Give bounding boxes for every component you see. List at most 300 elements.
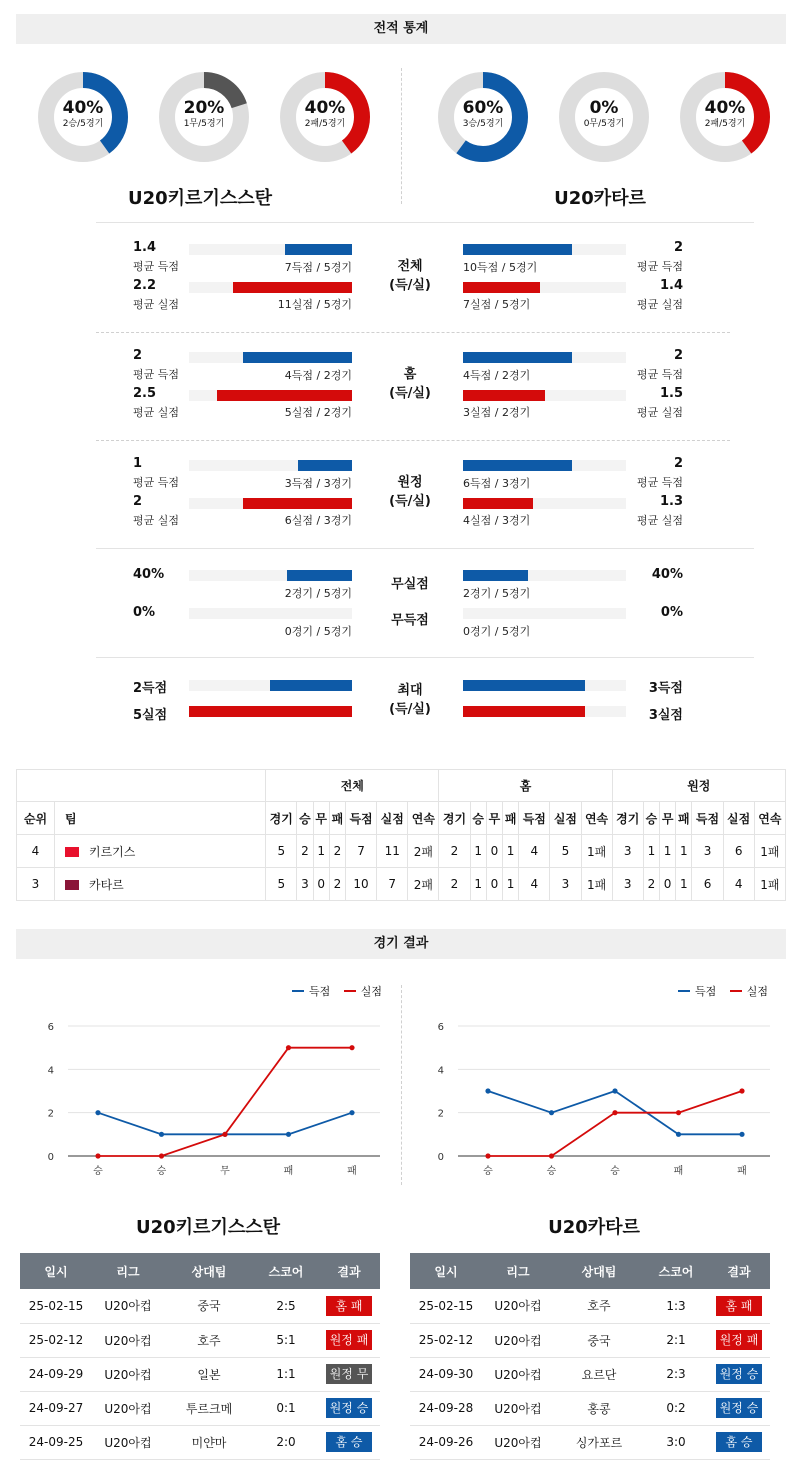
rank-cell: 3 [17, 868, 55, 901]
category-label: 원정 [397, 475, 423, 490]
result-opp: 미얀마 [164, 1425, 254, 1459]
stat-cell: 2패 [408, 868, 439, 901]
left-conceded-bar [217, 390, 352, 401]
result-row[interactable] [410, 1289, 770, 1323]
col-header: 패 [329, 802, 345, 835]
result-league: U20아컵 [92, 1391, 164, 1425]
category-sub-label: (득/실) [389, 386, 431, 401]
result-badge-cell [708, 1391, 770, 1425]
stat-cell: 1 [676, 868, 692, 901]
result-badge-cell [708, 1289, 770, 1323]
result-date: 24-09-27 [20, 1391, 92, 1425]
left-max-goals: 2득점 [133, 681, 168, 696]
conceded-series-line [98, 1048, 352, 1156]
donut-label [38, 98, 128, 130]
x-tick-label: 무 [220, 1166, 230, 1177]
right-no-score-pct: 0% [660, 605, 683, 620]
right-results-team-name: U20카타르 [548, 1217, 640, 1238]
goals-point [349, 1110, 354, 1115]
left-conceded-bar [243, 498, 352, 509]
result-row[interactable] [20, 1323, 380, 1357]
left-avg-goals: 1.4 [133, 240, 157, 255]
left-goals-count: 7득점 / 5경기 [284, 261, 352, 274]
category-sub-label: (득/실) [389, 494, 431, 509]
stat-cell: 3 [612, 868, 643, 901]
stat-cell: 4 [519, 868, 550, 901]
result-date: 24-09-29 [20, 1357, 92, 1391]
col-header: 실점 [550, 802, 581, 835]
left-max-conceded: 5실점 [133, 708, 168, 723]
stat-cell: 1 [313, 835, 329, 868]
col-rank: 순위 [17, 802, 55, 835]
stat-cell: 1 [503, 835, 519, 868]
conceded-point [549, 1153, 554, 1158]
team-cell[interactable] [55, 835, 266, 868]
team-flag-icon [65, 880, 79, 890]
stat-cell: 1 [676, 835, 692, 868]
y-tick-label: 6 [47, 1022, 54, 1033]
donut-subtext: 2승/5경기 [62, 119, 104, 129]
result-badge-cell [318, 1391, 380, 1425]
right-avg-goals-label: 평균 득점 [636, 476, 683, 489]
legend-goals-swatch [292, 990, 304, 992]
stat-cell: 2패 [408, 835, 439, 868]
right-goals-bar [463, 460, 572, 471]
left-avg-goals-label: 평균 득점 [133, 476, 180, 489]
right-max-conceded-bar [463, 706, 585, 717]
block-divider [96, 332, 730, 333]
left-clean-sheet-pct: 40% [133, 567, 165, 582]
right-avg-conceded-label: 평균 실점 [636, 406, 683, 419]
section-divider [96, 548, 754, 549]
group-away: 원정 [612, 770, 785, 802]
rank-cell: 4 [17, 835, 55, 868]
conceded-point [739, 1088, 744, 1093]
stat-cell: 3 [550, 868, 581, 901]
legend-goals: 득점 [309, 985, 331, 998]
stat-cell: 2 [439, 868, 470, 901]
team-cell[interactable] [55, 868, 266, 901]
result-opp: 중국 [164, 1289, 254, 1323]
team-name: 카타르 [89, 877, 124, 892]
results-header-row [20, 1253, 380, 1289]
right-chart-legend [668, 983, 768, 999]
x-tick-label: 승 [156, 1166, 167, 1177]
right-results-table [410, 1253, 770, 1460]
right-conceded-bar [463, 498, 533, 509]
right-conceded-bar [463, 390, 545, 401]
stat-cell: 6 [723, 835, 754, 868]
stat-cell: 0 [486, 868, 502, 901]
left-avg-goals: 2 [133, 348, 143, 363]
left-team-form-chart [20, 1010, 390, 1190]
result-league: U20아컵 [482, 1323, 554, 1357]
stat-cell: 2 [329, 868, 345, 901]
x-tick-label: 패 [737, 1166, 747, 1177]
result-opp: 호주 [164, 1323, 254, 1357]
result-date: 24-09-25 [20, 1425, 92, 1459]
result-date: 24-09-30 [410, 1357, 482, 1391]
x-tick-label: 패 [347, 1166, 357, 1177]
left-avg-goals-label: 평균 득점 [133, 260, 180, 273]
stat-cell: 3 [297, 868, 313, 901]
results-col-header: 일시 [410, 1253, 482, 1289]
right-avg-goals-label: 평균 득점 [636, 260, 683, 273]
result-badge: 홈 패 [716, 1296, 762, 1316]
right-goals-count: 6득점 / 3경기 [463, 477, 531, 490]
stat-cell: 2 [439, 835, 470, 868]
group-all: 전체 [266, 770, 439, 802]
stat-cell: 0 [660, 868, 676, 901]
standings-col-headers [17, 802, 786, 835]
standings-table [16, 769, 786, 901]
col-header: 무 [660, 802, 676, 835]
y-tick-label: 6 [437, 1022, 444, 1033]
left-max-goals-bar [270, 680, 352, 691]
left-avg-conceded: 2 [133, 494, 143, 509]
result-row[interactable] [20, 1391, 380, 1425]
record-donut [438, 72, 528, 162]
donut-subtext: 1무/5경기 [183, 119, 225, 129]
y-tick-label: 2 [437, 1108, 444, 1120]
bar-track [189, 608, 352, 619]
goals-point [485, 1088, 490, 1093]
goals-series-line [98, 1113, 352, 1135]
stat-cell: 2 [643, 868, 659, 901]
stat-cell: 3 [692, 835, 723, 868]
left-chart-legend [282, 983, 382, 999]
category-label: 홈 [403, 367, 417, 382]
y-tick-label: 2 [47, 1108, 54, 1120]
conceded-point [95, 1153, 100, 1158]
result-badge: 원정 승 [716, 1398, 762, 1418]
result-date: 24-09-28 [410, 1391, 482, 1425]
right-no-score-count: 0경기 / 5경기 [463, 625, 531, 638]
team-name: 키르기스 [89, 844, 136, 859]
result-date: 25-02-15 [20, 1289, 92, 1323]
donut-percent: 20% [183, 98, 225, 118]
y-tick-label: 0 [47, 1152, 54, 1163]
col-header: 득점 [692, 802, 723, 835]
results-col-header: 결과 [708, 1253, 770, 1289]
left-avg-conceded-label: 평균 실점 [133, 514, 180, 527]
team-flag-icon [65, 847, 79, 857]
block-divider [96, 440, 730, 441]
result-score: 2:5 [254, 1289, 318, 1323]
result-row[interactable] [410, 1391, 770, 1425]
results-col-header: 스코어 [254, 1253, 318, 1289]
result-row[interactable] [20, 1289, 380, 1323]
legend-goals-swatch [678, 990, 690, 992]
right-avg-conceded-label: 평균 실점 [636, 514, 683, 527]
right-avg-goals: 2 [673, 348, 683, 363]
left-goals-count: 3득점 / 3경기 [284, 477, 352, 490]
category-label: 무득점 [391, 613, 429, 628]
donut-percent: 40% [704, 98, 746, 118]
left-avg-conceded: 2.5 [133, 386, 157, 401]
result-date: 25-02-12 [20, 1323, 92, 1357]
result-league: U20아컵 [482, 1357, 554, 1391]
conceded-point [485, 1153, 490, 1158]
donut-subtext: 2패/5경기 [304, 119, 346, 129]
results-col-header: 리그 [482, 1253, 554, 1289]
stat-cell: 7 [346, 835, 377, 868]
donut-label [159, 98, 249, 130]
col-header: 패 [503, 802, 519, 835]
left-conceded-count: 6실점 / 3경기 [284, 514, 352, 527]
bar-track [463, 608, 626, 619]
results-section-header: 경기 결과 [16, 929, 786, 959]
col-header: 실점 [377, 802, 408, 835]
col-header: 무 [486, 802, 502, 835]
col-header: 득점 [519, 802, 550, 835]
donut-subtext: 0무/5경기 [583, 119, 625, 129]
left-conceded-bar [233, 282, 352, 293]
x-tick-label: 패 [673, 1166, 684, 1177]
col-header: 승 [643, 802, 659, 835]
left-results-table [20, 1253, 380, 1460]
result-badge: 원정 패 [326, 1330, 372, 1350]
category-label: 무실점 [391, 577, 429, 592]
stat-cell: 0 [486, 835, 502, 868]
stat-cell: 5 [266, 868, 297, 901]
x-tick-label: 승 [483, 1166, 493, 1177]
left-avg-goals-label: 평균 득점 [133, 368, 180, 381]
goals-point [286, 1132, 291, 1137]
result-row[interactable] [410, 1357, 770, 1391]
right-avg-conceded: 1.4 [659, 278, 683, 293]
stat-cell: 0 [313, 868, 329, 901]
stat-cell: 5 [550, 835, 581, 868]
record-donut [159, 72, 249, 162]
right-clean-sheet-pct: 40% [651, 567, 683, 582]
category-sub-label: (득/실) [389, 278, 431, 293]
right-conceded-count: 4실점 / 3경기 [463, 514, 531, 527]
stat-cell: 1패 [754, 868, 785, 901]
result-opp: 호주 [554, 1289, 644, 1323]
result-opp: 일본 [164, 1357, 254, 1391]
stat-cell: 3 [612, 835, 643, 868]
left-results-team-name: U20키르기스스탄 [136, 1217, 280, 1238]
col-header: 승 [297, 802, 313, 835]
section-divider [96, 222, 754, 223]
result-opp: 홍콩 [554, 1391, 644, 1425]
donut-subtext: 3승/5경기 [462, 119, 504, 129]
result-league: U20아컵 [92, 1357, 164, 1391]
stats-section-header: 전적 통계 [16, 14, 786, 44]
conceded-series-line [488, 1091, 742, 1156]
right-goals-count: 10득점 / 5경기 [463, 261, 538, 274]
col-header: 실점 [723, 802, 754, 835]
stat-cell: 1패 [581, 868, 612, 901]
group-home: 홈 [439, 770, 612, 802]
standings-row [17, 835, 786, 868]
record-donut [280, 72, 370, 162]
col-header: 승 [470, 802, 486, 835]
result-row[interactable] [410, 1323, 770, 1357]
col-header: 무 [313, 802, 329, 835]
donut-label [438, 98, 528, 130]
right-goals-bar [463, 352, 572, 363]
stat-cell: 4 [519, 835, 550, 868]
right-conceded-bar [463, 282, 540, 293]
left-clean-sheet-bar [287, 570, 352, 581]
left-avg-goals: 1 [133, 456, 143, 471]
right-clean-sheet-bar [463, 570, 528, 581]
result-league: U20아컵 [92, 1323, 164, 1357]
result-opp: 중국 [554, 1323, 644, 1357]
donut-percent: 60% [462, 98, 504, 118]
chart-divider [401, 985, 402, 1185]
result-row[interactable] [20, 1425, 380, 1459]
left-goals-count: 4득점 / 2경기 [284, 369, 352, 382]
results-col-header: 일시 [20, 1253, 92, 1289]
result-badge: 원정 무 [326, 1364, 372, 1384]
col-header: 득점 [346, 802, 377, 835]
goals-point [612, 1088, 617, 1093]
goals-point [549, 1110, 554, 1115]
result-badge-cell [318, 1357, 380, 1391]
stat-cell: 10 [346, 868, 377, 901]
right-conceded-count: 3실점 / 2경기 [463, 406, 531, 419]
col-header: 패 [676, 802, 692, 835]
team-divider [401, 68, 402, 204]
goals-point [676, 1132, 681, 1137]
results-col-header: 상대팀 [554, 1253, 644, 1289]
result-date: 25-02-15 [410, 1289, 482, 1323]
stat-cell: 2 [297, 835, 313, 868]
x-tick-label: 승 [546, 1166, 557, 1177]
stat-cell: 11 [377, 835, 408, 868]
donut-label [559, 98, 649, 130]
result-score: 0:1 [254, 1391, 318, 1425]
category-label: 전체 [397, 259, 423, 274]
results-col-header: 결과 [318, 1253, 380, 1289]
stat-cell: 5 [266, 835, 297, 868]
standings-corner [17, 770, 266, 802]
conceded-point [676, 1110, 681, 1115]
stat-cell: 1 [660, 835, 676, 868]
stat-cell: 1패 [754, 835, 785, 868]
right-avg-goals: 2 [673, 240, 683, 255]
result-league: U20아컵 [92, 1425, 164, 1459]
right-team-name: U20카타르 [554, 188, 646, 209]
results-header-row [410, 1253, 770, 1289]
left-goals-bar [285, 244, 352, 255]
legend-conceded-swatch [730, 990, 742, 992]
result-badge-cell [708, 1425, 770, 1459]
result-opp: 투르크메 [164, 1391, 254, 1425]
right-goals-bar [463, 244, 572, 255]
stat-cell: 2 [329, 835, 345, 868]
stat-cell: 4 [723, 868, 754, 901]
standings-row [17, 868, 786, 901]
left-avg-conceded: 2.2 [133, 278, 157, 293]
left-conceded-count: 5실점 / 2경기 [284, 406, 352, 419]
donut-label [680, 98, 770, 130]
right-avg-conceded: 1.5 [659, 386, 683, 401]
left-goals-bar [298, 460, 352, 471]
legend-conceded-swatch [344, 990, 356, 992]
result-badge: 원정 승 [716, 1364, 762, 1384]
category-label: 최대 [397, 683, 423, 698]
legend-goals: 득점 [695, 985, 717, 998]
result-badge: 원정 패 [716, 1330, 762, 1350]
y-tick-label: 0 [437, 1152, 444, 1163]
col-header: 경기 [612, 802, 643, 835]
right-max-conceded: 3실점 [648, 708, 683, 723]
right-avg-goals-label: 평균 득점 [636, 368, 683, 381]
result-row[interactable] [410, 1425, 770, 1459]
result-badge: 원정 승 [326, 1398, 372, 1418]
col-header: 연속 [581, 802, 612, 835]
stat-cell: 1 [643, 835, 659, 868]
y-tick-label: 4 [47, 1065, 54, 1077]
conceded-point [159, 1153, 164, 1158]
x-tick-label: 승 [93, 1166, 103, 1177]
left-max-conceded-bar [189, 706, 352, 717]
result-score: 3:0 [644, 1425, 708, 1459]
result-date: 24-09-26 [410, 1425, 482, 1459]
col-header: 경기 [439, 802, 470, 835]
col-team: 팀 [55, 802, 266, 835]
left-goals-bar [243, 352, 352, 363]
result-league: U20아컵 [482, 1289, 554, 1323]
conceded-point [349, 1045, 354, 1050]
conceded-point [286, 1045, 291, 1050]
right-max-goals: 3득점 [648, 681, 683, 696]
goals-point [739, 1132, 744, 1137]
result-score: 2:1 [644, 1323, 708, 1357]
right-avg-conceded-label: 평균 실점 [636, 298, 683, 311]
left-no-score-count: 0경기 / 5경기 [284, 625, 352, 638]
conceded-point [222, 1132, 227, 1137]
result-badge-cell [318, 1425, 380, 1459]
result-badge-cell [318, 1289, 380, 1323]
result-opp: 싱가포르 [554, 1425, 644, 1459]
donut-percent: 40% [304, 98, 346, 118]
result-row[interactable] [20, 1357, 380, 1391]
left-avg-conceded-label: 평균 실점 [133, 298, 180, 311]
conceded-point [612, 1110, 617, 1115]
result-score: 2:0 [254, 1425, 318, 1459]
right-clean-sheet-count: 2경기 / 5경기 [463, 587, 531, 600]
record-donut [680, 72, 770, 162]
left-no-score-pct: 0% [133, 605, 156, 620]
left-clean-sheet-count: 2경기 / 5경기 [284, 587, 352, 600]
section-divider [96, 657, 754, 658]
donut-label [280, 98, 370, 130]
result-badge: 홈 승 [326, 1432, 372, 1452]
goals-point [95, 1110, 100, 1115]
x-tick-label: 패 [283, 1166, 294, 1177]
right-avg-conceded: 1.3 [659, 494, 683, 509]
stat-cell: 1 [470, 835, 486, 868]
stat-cell: 6 [692, 868, 723, 901]
left-avg-conceded-label: 평균 실점 [133, 406, 180, 419]
result-badge: 홈 패 [326, 1296, 372, 1316]
col-header: 경기 [266, 802, 297, 835]
result-league: U20아컵 [482, 1391, 554, 1425]
stat-cell: 1 [503, 868, 519, 901]
right-conceded-count: 7실점 / 5경기 [463, 298, 531, 311]
donut-percent: 40% [62, 98, 104, 118]
left-team-name: U20키르기스스탄 [128, 188, 272, 209]
result-score: 2:3 [644, 1357, 708, 1391]
results-col-header: 스코어 [644, 1253, 708, 1289]
donut-percent: 0% [589, 98, 619, 118]
result-score: 5:1 [254, 1323, 318, 1357]
